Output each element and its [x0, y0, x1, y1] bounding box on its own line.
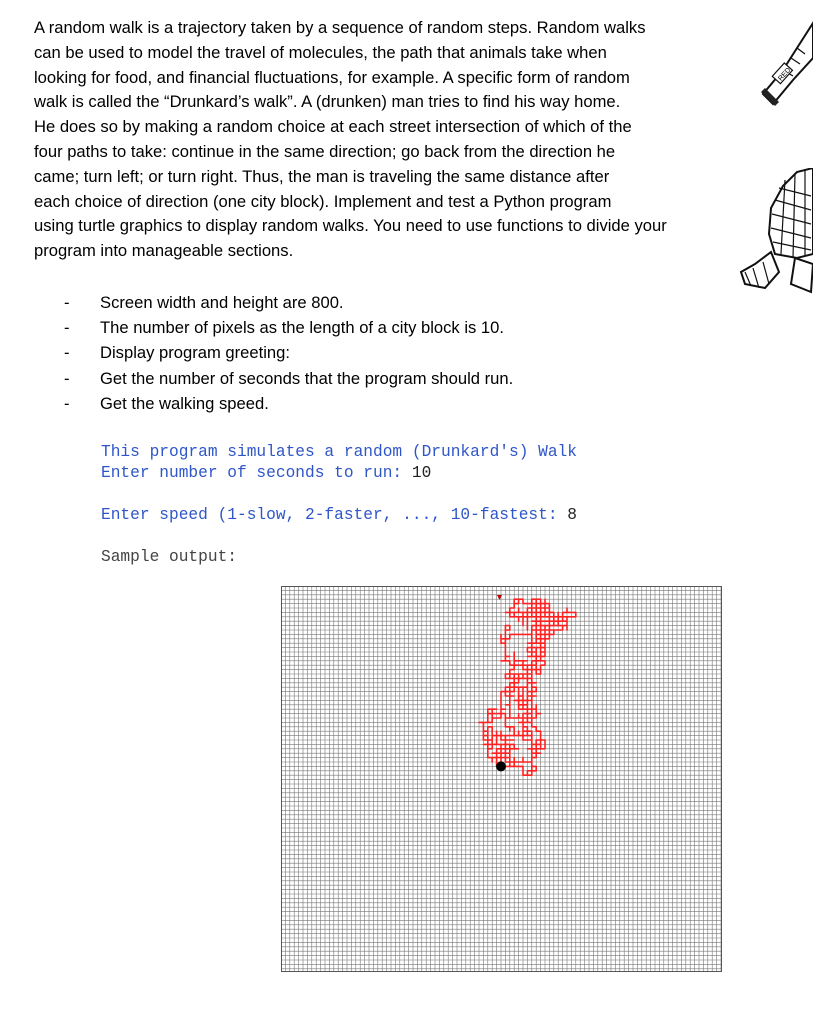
list-item — [60, 290, 513, 315]
drunkard-clipart — [739, 168, 813, 294]
random-walk-canvas — [281, 586, 722, 972]
console-output — [101, 442, 577, 484]
intro-line: looking for food, and financial fluctuations, for example. A specific form of random — [34, 67, 630, 87]
list-item-text: Screen width and height are 800. — [100, 293, 344, 312]
greeting-text: This program simulates a random (Drunkard's) Walk — [101, 443, 577, 461]
seconds-prompt: Enter number of seconds to run: — [101, 464, 412, 482]
list-item-text: Get the number of seconds that the program should run. — [100, 368, 514, 388]
intro-paragraph — [34, 16, 774, 264]
seconds-value: 10 — [411, 464, 432, 482]
start-dot — [496, 761, 506, 771]
bottle-clipart — [753, 18, 813, 108]
intro-line: came; turn left; or turn right. Thus, the man is traveling the same distance after — [34, 166, 610, 186]
list-item — [60, 366, 513, 391]
intro-line: can be used to model the travel of molecules, the path that animals take when — [34, 42, 607, 62]
intro-line: program into manageable sections. — [34, 241, 294, 261]
intro-line: four paths to take: continue in the same direction; go back from the direction he — [34, 141, 616, 161]
intro-line: walk is called the “Drunkard’s walk”. A (drunken) man tries to find his way home. — [34, 92, 621, 112]
intro-line: using turtle graphics to display random walks. You need to use functions to divide your — [34, 216, 667, 236]
list-item — [60, 340, 513, 365]
speed-console — [101, 505, 577, 526]
bullet-dash: - — [64, 368, 70, 388]
list-item-text: Get the walking speed. — [100, 393, 269, 413]
canvas-border — [282, 587, 722, 972]
intro-line: each choice of direction (one city block). Implement and test a Python program — [34, 191, 612, 211]
bullet-dash: - — [64, 393, 70, 413]
list-item — [60, 315, 513, 340]
speed-value: 8 — [567, 506, 577, 524]
intro-line: He does so by making a random choice at each street intersection of which of the — [34, 117, 632, 137]
list-item — [60, 391, 513, 416]
intro-line: A random walk is a trajectory taken by a sequence of random steps. Random walks — [34, 18, 646, 37]
list-item-text: Display program greeting: — [100, 343, 290, 363]
sample-output-label: Sample output: — [101, 548, 237, 566]
bottle-label-text: RED — [777, 66, 793, 83]
speed-prompt: Enter speed (1-slow, 2-faster, ..., 10-fastest: — [101, 506, 568, 524]
bullet-dash: - — [64, 318, 70, 338]
bullet-dash: - — [64, 343, 70, 363]
bullet-dash: - — [64, 293, 70, 312]
requirements-list — [60, 290, 513, 416]
list-item-text: The number of pixels as the length of a city block is 10. — [100, 318, 504, 338]
